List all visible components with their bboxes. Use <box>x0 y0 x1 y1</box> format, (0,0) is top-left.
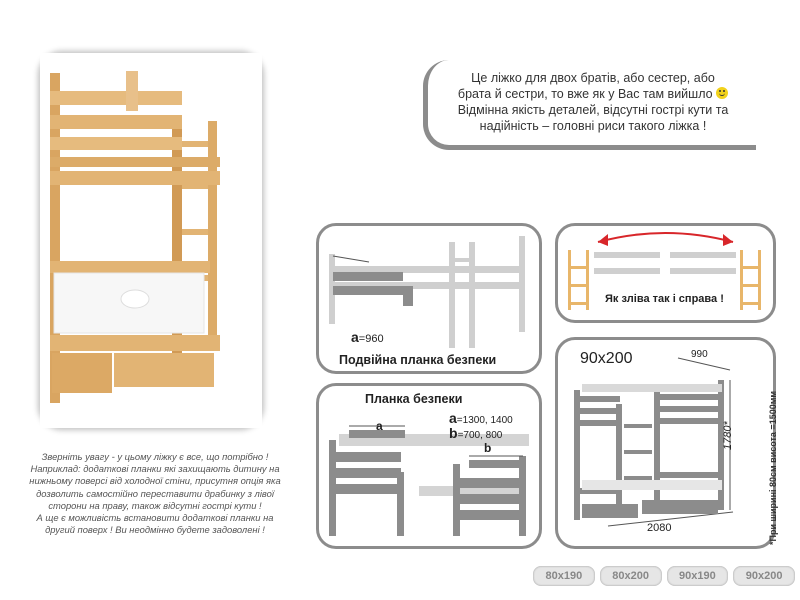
dim-b-letter: b <box>449 425 458 441</box>
height-footnote: *При ширині 80см висота =1500мм <box>768 390 778 545</box>
size-options <box>533 566 795 586</box>
safety-rail-panel <box>316 383 542 549</box>
safety-rail-title: Планка безпеки <box>365 392 463 406</box>
size-option-80x190[interactable]: 80x190 <box>533 566 595 586</box>
intro-line: надійність – головні риси такого ліжка ! <box>479 119 707 133</box>
dim-b-value: =700, 800 <box>457 430 503 441</box>
intro-line <box>428 86 758 102</box>
intro-callout <box>423 60 756 150</box>
notes-line: сторони на праву, також відсутні гострі кути ! <box>48 499 262 511</box>
notes-line: дозволить самостійно переставити драбинку з лівої <box>36 487 274 499</box>
double-rail-panel <box>316 223 542 374</box>
bed-photo-card <box>40 53 262 428</box>
ladder-side-panel <box>555 223 776 323</box>
ladder-side-drawing <box>558 226 773 320</box>
safety-rail-dimensions <box>449 412 513 442</box>
dimensions-panel <box>555 337 776 549</box>
rail-label-a: a <box>376 419 383 433</box>
smiley-icon <box>716 87 728 99</box>
notes-line: А ще є можливість встановити додаткові планки на <box>36 512 274 524</box>
bed-width-label: 990 <box>691 349 708 360</box>
dim-letter-a: a <box>351 329 359 345</box>
dim-b-line <box>449 427 513 442</box>
bed-height-label: 1780* <box>722 421 734 450</box>
intro-text <box>428 70 758 134</box>
feature-notes <box>8 451 302 536</box>
notes-line: другий поверх ! Ви неодмінно будете задоволені ! <box>45 524 265 536</box>
ladder-side-note: Як зліва так і справа ! <box>602 293 727 305</box>
size-option-90x190[interactable]: 90x190 <box>667 566 729 586</box>
safety-rail-drawing <box>319 386 539 546</box>
double-rail-drawing <box>319 226 539 371</box>
bed-size-label: 90x200 <box>580 350 633 367</box>
notes-line: нижньому поверсі від холодної стіни, присутня опція яка <box>29 475 281 487</box>
notes-line: Зверніть увагу - у цьому ліжку є все, що потрібно ! <box>41 451 269 462</box>
dim-a-line <box>449 412 513 427</box>
double-rail-caption: Подвійна планка безпеки <box>339 353 497 367</box>
bed-length-label: 2080 <box>647 522 672 534</box>
notes-line: Наприклад: додаткові планки які захищають дитину на <box>30 463 280 475</box>
intro-line: Це ліжко для двох братів, або сестер, або <box>471 71 715 85</box>
double-rail-dimension <box>351 329 384 345</box>
size-option-90x200[interactable]: 90x200 <box>733 566 795 586</box>
bed-dimensions-drawing <box>558 340 773 546</box>
dim-a-value: =1300, 1400 <box>456 415 513 426</box>
dim-value: =960 <box>358 333 384 345</box>
bunk-bed-photo <box>40 53 262 428</box>
intro-line-text: брата й сестри, то вже як у Вас там вийшло <box>457 87 713 101</box>
intro-line: Відмінна якість деталей, відсутні гострі кути та <box>457 103 729 117</box>
rail-label-b: b <box>484 441 492 455</box>
dim-a-letter: a <box>449 410 457 426</box>
size-option-80x200[interactable]: 80x200 <box>600 566 662 586</box>
